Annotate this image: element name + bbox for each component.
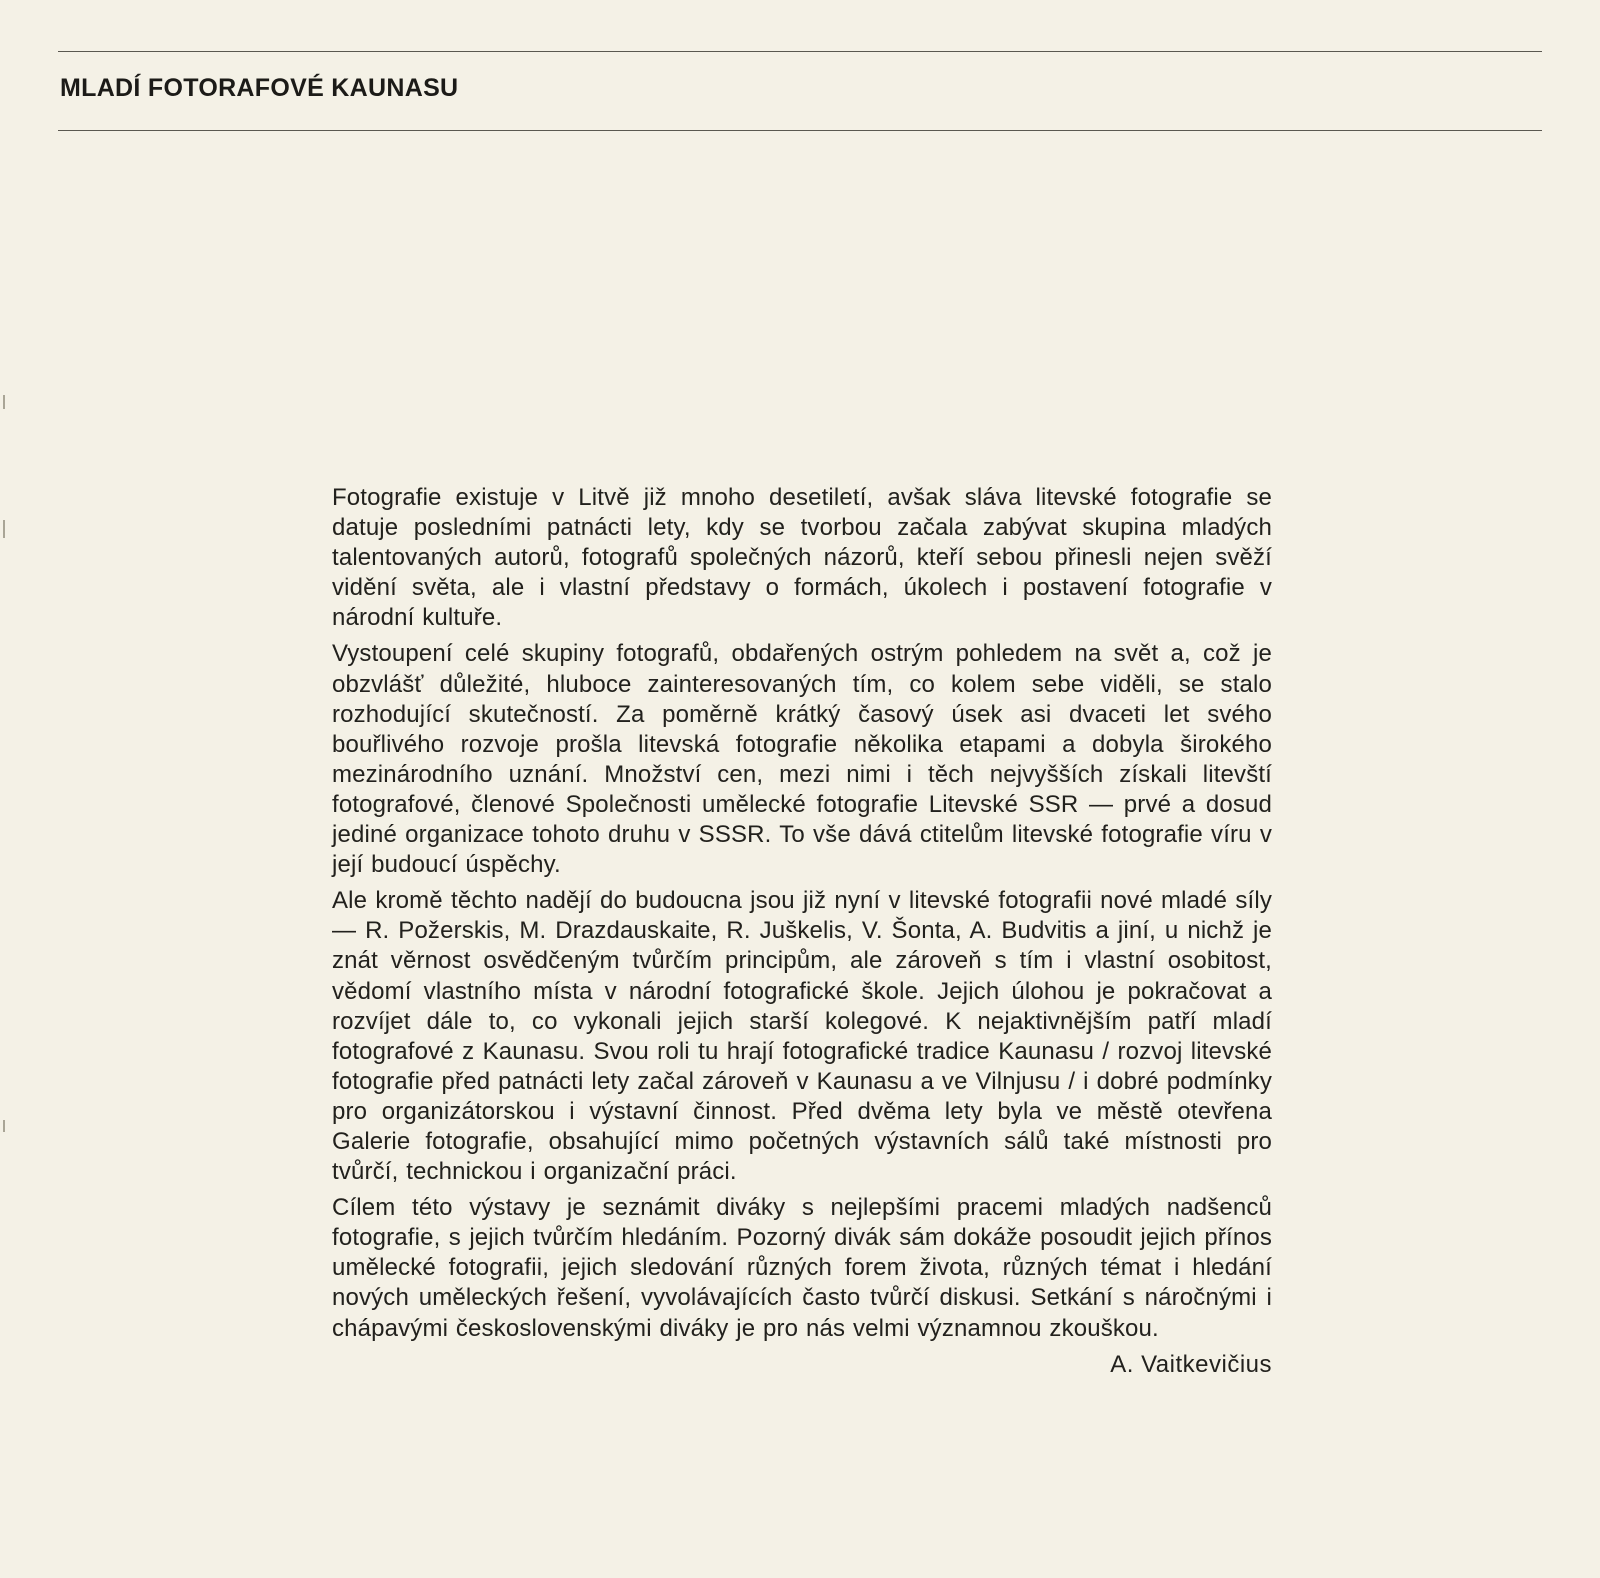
header-bottom-rule [58,130,1542,131]
author-signature: A. Vaitkevičius [1110,1350,1272,1378]
article-paragraph: Cílem této výstavy je seznámit diváky s nejlepšími pracemi mladých nadšenců fotografie, s jejich tvůrčím hledáním. Pozorný divák sám dokáže posoudit jejich přínos umělecké fotografii, jejich sledování různých forem života, různých témat i hledání nových uměleckých řešení, vyvolávajících často tvůrčí diskusi. Setkání s náročnými i chápavými československými diváky je pro nás velmi významnou zkouškou. [332,1194,1272,1342]
header-top-rule [58,51,1542,52]
article-body [332,483,1272,1380]
page-edge-mark [3,1120,5,1132]
article-paragraph: Vystoupení celé skupiny fotografů, obdařených ostrým pohledem na svět a, což je obzvlášť důležité, hluboce zainteresovaných tím, co kolem sebe viděli, se stalo rozhodující skutečností. Za poměrně krátký časový úsek asi dvaceti let svého bouřlivého rozvoje prošla litevská fotografie několika etapami a dobyla širokého mezinárodního uznání. Množství cen, mezi nimi i těch nejvyšších získali litevští fotografové, členové Společnosti umělecké fotografie Litevské SSR — prvé a dosud jediné organizace tohoto druhu v SSSR. To vše dává ctitelům litevské fotografie víru v její budoucí úspěchy. [332,640,1272,879]
article-paragraph: Ale kromě těchto nadějí do budoucna jsou již nyní v litevské fotografii nové mladé síly — R. Požerskis, M. Drazdauskaite, R. Juškelis, V. Šonta, A. Budvitis a jiní, u nichž je znát věrnost osvědčeným tvůrčím principům, ale zároveň s tím i vlastní osobitost, vědomí vlastního místa v národní fotografické škole. Jejich úlohou je pokračovat a rozvíjet dále to, co vykonali jejich starší kolegové. K nejaktivnějším patří mladí fotografové z Kaunasu. Svou roli tu hrají fotografické tradice Kaunasu / rozvoj litevské fotografie před patnácti lety začal zároveň v Kaunasu a ve Vilnjusu / i dobré podmínky pro organizátorskou i výstavní činnost. Před dvěma lety byla ve městě otevřena Galerie fotografie, obsahující mimo početných výstavních sálů také místnosti pro tvůrčí, technickou i organizační práci. [332,887,1272,1186]
page-title: MLADÍ FOTORAFOVÉ KAUNASU [60,74,459,102]
page-edge-mark [3,520,5,538]
page-edge-mark [3,395,5,409]
article-paragraph: Fotografie existuje v Litvě již mnoho desetiletí, avšak sláva litevské fotografie se datuje posledními patnácti lety, kdy se tvorbou začala zabývat skupina mladých talentovaných autorů, fotografů společných názorů, kteří sebou přinesli nejen svěží vidění světa, ale i vlastní představy o formách, úkolech i postavení fotografie v národní kultuře. [332,484,1272,632]
